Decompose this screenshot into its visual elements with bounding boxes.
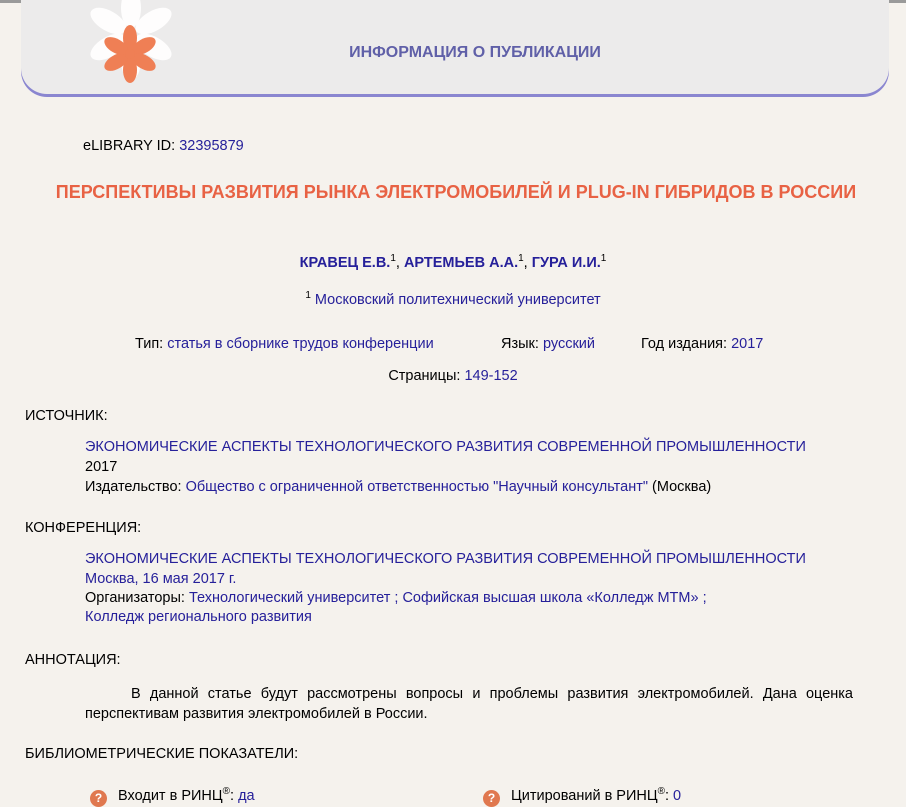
publisher-link[interactable]: Общество с ограниченной ответственностью "Научный консультант" [185, 479, 649, 495]
registered-mark: ® [222, 786, 231, 797]
language-value: русский [542, 336, 595, 352]
rinc-value[interactable]: да [238, 788, 255, 804]
biblio-heading: БИБЛИОМЕТРИЧЕСКИЕ ПОКАЗАТЕЛИ: [25, 746, 299, 762]
authors-line: КРАВЕЦ Е.В.$^1$, АРТЕМЬЕВ А.А.$^1$, ГУРА И.И.$^1$ [299, 253, 607, 271]
affiliation-sup: 1 [305, 290, 311, 301]
header-title: ИНФОРМАЦИЯ О ПУБЛИКАЦИИ [349, 44, 601, 61]
year-label: Год издания: [641, 336, 728, 352]
registered-mark: ® [657, 786, 665, 797]
pages-label: Страницы: [388, 368, 461, 384]
organizer-separator: ; [698, 590, 707, 606]
organizer-link[interactable]: Софийская высшая школа «Колледж МТМ» [402, 590, 699, 606]
source-year: 2017 [85, 459, 118, 475]
publisher-line [85, 479, 711, 495]
cited-field [483, 786, 681, 807]
pages-field [0, 368, 906, 384]
source-title-link[interactable]: ЭКОНОМИЧЕСКИЕ АСПЕКТЫ ТЕХНОЛОГИЧЕСКОГО РАЗВИТИЯ СОВРЕМЕННОЙ ПРОМЫШЛЕННОСТИ [85, 439, 806, 455]
publisher-city: (Москва) [652, 479, 712, 495]
language-label: Язык: [501, 336, 539, 352]
elibrary-id-label: eLIBRARY ID: [83, 138, 176, 154]
publisher-label: Издательство: [85, 479, 182, 495]
author-affiliation-sup: 1 [518, 253, 524, 264]
type-value: статья в сборнике трудов конференции [167, 336, 434, 352]
year-field [641, 336, 763, 352]
affiliation-link[interactable]: Московский политехнический университет [314, 292, 601, 308]
page-header [21, 0, 889, 94]
cited-label: Цитирований в РИНЦ [511, 788, 658, 804]
conference-place-date: Москва, 16 мая 2017 г. [85, 571, 237, 587]
organizer-link[interactable]: Колледж регионального развития [85, 609, 312, 625]
conference-heading: КОНФЕРЕНЦИЯ: [25, 520, 142, 536]
article-title: ПЕРСПЕКТИВЫ РАЗВИТИЯ РЫНКА ЭЛЕКТРОМОБИЛЕЙ И PLUG-IN ГИБРИДОВ В РОССИИ [55, 182, 857, 202]
author-affiliation-sup: 1 [600, 253, 607, 264]
pages-value: 149-152 [464, 368, 518, 384]
elibrary-id-value: 32395879 [179, 138, 244, 154]
type-label: Тип: [135, 336, 164, 352]
rinc-field [90, 786, 255, 807]
cited-value[interactable]: 0 [673, 788, 682, 804]
organizer-separator: ; [390, 590, 403, 606]
year-value: 2017 [731, 336, 764, 352]
source-heading: ИСТОЧНИК: [25, 408, 108, 424]
author-link[interactable]: АРТЕМЬЕВ А.А. [403, 255, 519, 271]
organizers-line [85, 590, 707, 606]
elibrary-id [83, 138, 244, 154]
affiliation-line [0, 290, 906, 308]
help-icon[interactable]: ? [90, 790, 107, 807]
conference-title-link[interactable]: ЭКОНОМИЧЕСКИЕ АСПЕКТЫ ТЕХНОЛОГИЧЕСКОГО РАЗВИТИЯ СОВРЕМЕННОЙ ПРОМЫШЛЕННОСТИ [85, 551, 806, 567]
author-affiliation-sup: 1 [390, 253, 396, 264]
organizers-label: Организаторы: [85, 590, 185, 606]
rinc-colon: : [230, 788, 235, 804]
annotation-text: В данной статье будут рассмотрены вопросы и проблемы развития электромобилей. Дана оценка перспективам развития электромобилей в России. [85, 686, 853, 722]
rinc-label: Входит в РИНЦ [118, 788, 223, 804]
author-link[interactable]: КРАВЕЦ Е.В. [299, 255, 391, 271]
organizer-link[interactable]: Технологический университет [188, 590, 391, 606]
author-link[interactable]: ГУРА И.И. [531, 255, 601, 271]
cited-colon: : [664, 788, 669, 804]
type-field [135, 336, 434, 352]
language-field [501, 336, 595, 352]
annotation-heading: АННОТАЦИЯ: [25, 652, 121, 668]
help-icon[interactable]: ? [483, 790, 500, 807]
